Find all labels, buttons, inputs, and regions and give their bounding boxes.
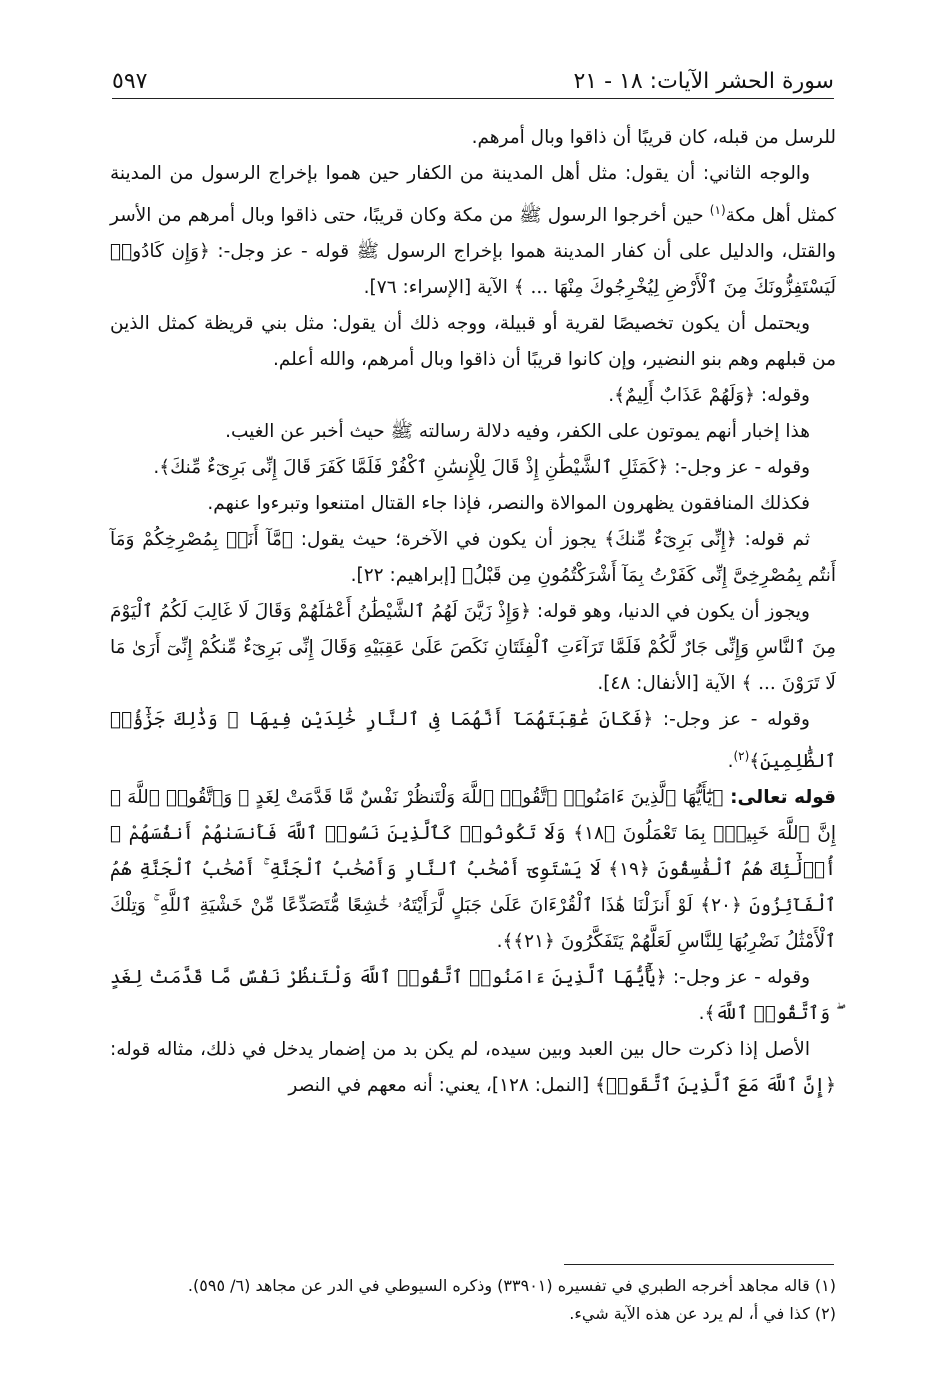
footnotes [110,1272,836,1328]
quran-verse: ﴿إِنِّى بَرِىٓءٌ مِّنكَ﴾ [604,529,737,551]
paragraph: وقوله - عز وجل-: ﴿يَٰٓأَيُّهَا ٱلَّذِينَ ءَامَنُوا۟ ٱتَّقُوا۟ ٱللَّهَ وَلْتَنظُرْ نَفْسٌ مَّا قَدَّمَتْ لِغَدٍ ۖ وَٱتَّقُوا۟ ٱللَّهَ﴾. [110,967,836,1025]
page-number: ٥٩٧ [112,69,148,94]
quran-verse: ﴿إِنَّ ٱللَّهَ مَعَ ٱلَّذِينَ ٱتَّقَوا۟﴾ [595,1075,836,1097]
quran-verse: ﴿فَكَانَ عَٰقِبَتَهُمَآ أَنَّهُمَا فِى ٱلنَّارِ خَٰلِدَيْنِ فِيهَا ۚ وَذَٰلِكَ جَزَٰٓؤُا۟ ٱلظَّٰلِمِينَ﴾ [110,709,836,773]
paragraph: قوله تعالى: ﴿يَٰٓأَيُّهَا ٱلَّذِينَ ءَامَنُوا۟ ٱتَّقُوا۟ ٱللَّهَ وَلْتَنظُرْ نَفْسٌ مَّا قَدَّمَتْ لِغَدٍ ۖ وَٱتَّقُوا۟ ٱللَّهَ ۚ إِنَّ ٱللَّهَ خَبِيرٌۢ بِمَا تَعْمَلُونَ ﴿١٨﴾ وَلَا تَكُونُوا۟ كَٱلَّذِينَ نَسُوا۟ ٱللَّهَ فَأَنسَىٰهُمْ أَنفُسَهُمْ ۚ أُو۟لَٰٓئِكَ هُمُ ٱلْفَٰسِقُونَ ﴿١٩﴾ لَا يَسْتَوِىٓ أَصْحَٰبُ ٱلنَّارِ وَأَصْحَٰبُ ٱلْجَنَّةِ ۚ أَصْحَٰبُ ٱلْجَنَّةِ هُمُ ٱلْفَآئِزُونَ ﴿٢٠﴾ لَوْ أَنزَلْنَا هَٰذَا ٱلْقُرْءَانَ عَلَىٰ جَبَلٍ لَّرَأَيْتَهُۥ خَٰشِعًا مُّتَصَدِّعًا مِّنْ خَشْيَةِ ٱللَّهِ ۚ وَتِلْكَ ٱلْأَمْثَٰلُ نَضْرِبُهَا لِلنَّاسِ لَعَلَّهُمْ يَتَفَكَّرُونَ ﴿٢١﴾﴾. [110,787,836,953]
paragraph: هذا إخبار أنهم يموتون على الكفر، وفيه دلالة رسالته ﷺ حيث أخبر عن الغيب. [225,421,810,443]
page-header [112,62,834,94]
header-rule [112,98,834,99]
paragraph: وقوله: ﴿وَلَهُمْ عَذَابٌ أَلِيمٌ﴾. [608,385,810,407]
footnote: (٢) كذا في أ، لم يرد عن هذه الآية شيء. [569,1304,836,1323]
quran-verse: ﴿يَٰٓأَيُّهَا ٱلَّذِينَ ءَامَنُوا۟ ٱتَّقُوا۟ ٱللَّهَ وَلْتَنظُرْ نَفْسٌ مَّا قَدَّمَتْ لِغَدٍ ۖ وَٱتَّقُوا۟ ٱللَّهَ﴾ [110,967,836,1025]
footnote-separator [564,1264,834,1265]
quran-verse: ﴿وَلَهُمْ عَذَابٌ أَلِيمٌ﴾ [614,385,755,407]
paragraph: للرسل من قبله، كان قريبًا أن ذاقوا وبال أمرهم. [471,127,836,148]
paragraph: الأصل إذا ذكرت حال بين العبد وبين سيده، لم يكن بد من إضمار يدخل في ذلك، مثاله قوله: ﴿إِنَّ ٱللَّهَ مَعَ ٱلَّذِينَ ٱتَّقَوا۟﴾ [النمل: ١٢٨]، يعني: أنه معهم في النصر [110,1039,836,1097]
quran-verse: ﴿وَإِن كَادُوا۟ لَيَسْتَفِزُّونَكَ مِنَ ٱلْأَرْضِ لِيُخْرِجُوكَ مِنْهَا ... ﴾ [110,241,836,299]
paragraph: ويحتمل أن يكون تخصيصًا لقرية أو قبيلة، ووجه ذلك أن يقول: مثل بني قريظة كمثل الذين من قبلهم وهم بنو النضير، وإن كانوا قريبًا أن ذاقوا وبال أمرهم، والله أعلم. [110,313,836,371]
paragraph: ويجوز أن يكون في الدنيا، وهو قوله: ﴿وَإِذْ زَيَّنَ لَهُمُ ٱلشَّيْطَٰنُ أَعْمَٰلَهُمْ وَقَالَ لَا غَالِبَ لَكُمُ ٱلْيَوْمَ مِنَ ٱلنَّاسِ وَإِنِّى جَارٌ لَّكُمْ فَلَمَّا تَرَآءَتِ ٱلْفِئَتَانِ نَكَصَ عَلَىٰ عَقِبَيْهِ وَقَالَ إِنِّى بَرِىٓءٌ مِّنكُمْ إِنِّىٓ أَرَىٰ مَا لَا تَرَوْنَ ... ﴾ الآية [الأنفال: ٤٨]. [110,601,836,695]
quran-verse: ﴿وَإِذْ زَيَّنَ لَهُمُ ٱلشَّيْطَٰنُ أَعْمَٰلَهُمْ وَقَالَ لَا غَالِبَ لَكُمُ ٱلْيَوْمَ مِنَ ٱلنَّاسِ وَإِنِّى جَارٌ لَّكُمْ فَلَمَّا تَرَآءَتِ ٱلْفِئَتَانِ نَكَصَ عَلَىٰ عَقِبَيْهِ وَقَالَ إِنِّى بَرِىٓءٌ مِّنكُمْ إِنِّىٓ أَرَىٰ مَا لَا تَرَوْنَ ... ﴾ [110,601,836,695]
quran-verse: ﴿مَّآ أَنَا۠ بِمُصْرِخِكُمْ وَمَآ أَنتُم بِمُصْرِخِىَّ إِنِّى كَفَرْتُ بِمَآ أَشْرَكْتُمُونِ مِن قَبْلُ﴾ [110,529,836,587]
paragraph: ثم قوله: ﴿إِنِّى بَرِىٓءٌ مِّنكَ﴾ يجوز أن يكون في الآخرة؛ حيث يقول: ﴿مَّآ أَنَا۠ بِمُصْرِخِكُمْ وَمَآ أَنتُم بِمُصْرِخِىَّ إِنِّى كَفَرْتُ بِمَآ أَشْرَكْتُمُونِ مِن قَبْلُ﴾ [إبراهيم: ٢٢]. [110,529,836,587]
main-text [110,120,836,1104]
paragraph: وقوله - عز وجل-: ﴿فَكَانَ عَٰقِبَتَهُمَآ أَنَّهُمَا فِى ٱلنَّارِ خَٰلِدَيْنِ فِيهَا ۚ وَذَٰلِكَ جَزَٰٓؤُا۟ ٱلظَّٰلِمِينَ﴾$^{(٢)}$. [110,709,836,773]
footnote-ref[interactable]: (٢) [733,749,750,764]
paragraph: والوجه الثاني: أن يقول: مثل أهل المدينة من الكفار حين هموا بإخراج الرسول من المدينة كمثل أهل مكة$^{(١)}$ حين أخرجوا الرسول ﷺ من مكة وكان قريبًا، حتى ذاقوا وبال أمرهم من الأسر والقتل، والدليل على أن كفار المدينة هموا بإخراج الرسول ﷺ قوله - عز وجل-: ﴿وَإِن كَادُوا۟ لَيَسْتَفِزُّونَكَ مِنَ ٱلْأَرْضِ لِيُخْرِجُوكَ مِنْهَا ... ﴾ الآية [الإسراء: ٧٦]. [110,163,837,299]
running-title: سورة الحشر الآيات: ١٨ - ٢١ [573,69,834,94]
paragraph: فكذلك المنافقون يظهرون الموالاة والنصر، فإذا جاء القتال امتنعوا وتبرءوا عنهم. [207,493,810,515]
footnote-ref[interactable]: (١) [709,203,726,217]
section-lead: قوله تعالى: [723,787,836,809]
quran-verse: ﴿يَٰٓأَيُّهَا ٱلَّذِينَ ءَامَنُوا۟ ٱتَّقُوا۟ ٱللَّهَ وَلْتَنظُرْ نَفْسٌ مَّا قَدَّمَتْ لِغَدٍ ۖ وَٱتَّقُوا۟ ٱللَّهَ ۚ إِنَّ ٱللَّهَ خَبِيرٌۢ بِمَا تَعْمَلُونَ ﴿١٨﴾ وَلَا تَكُونُوا۟ كَٱلَّذِينَ نَسُوا۟ ٱللَّهَ فَأَنسَىٰهُمْ أَنفُسَهُمْ ۚ أُو۟لَٰٓئِكَ هُمُ ٱلْفَٰسِقُونَ ﴿١٩﴾ لَا يَسْتَوِىٓ أَصْحَٰبُ ٱلنَّارِ وَأَصْحَٰبُ ٱلْجَنَّةِ ۚ أَصْحَٰبُ ٱلْجَنَّةِ هُمُ ٱلْفَآئِزُونَ ﴿٢٠﴾ لَوْ أَنزَلْنَا هَٰذَا ٱلْقُرْءَانَ عَلَىٰ جَبَلٍ لَّرَأَيْتَهُۥ خَٰشِعًا مُّتَصَدِّعًا مِّنْ خَشْيَةِ ٱللَّهِ ۚ وَتِلْكَ ٱلْأَمْثَٰلُ نَضْرِبُهَا لِلنَّاسِ لَعَلَّهُمْ يَتَفَكَّرُونَ ﴿٢١﴾﴾ [110,787,836,953]
quran-verse: ﴿كَمَثَلِ ٱلشَّيْطَٰنِ إِذْ قَالَ لِلْإِنسَٰنِ ٱكْفُرْ فَلَمَّا كَفَرَ قَالَ إِنِّى بَرِىٓءٌ مِّنكَ﴾ [159,457,669,479]
paragraph: وقوله - عز وجل-: ﴿كَمَثَلِ ٱلشَّيْطَٰنِ إِذْ قَالَ لِلْإِنسَٰنِ ٱكْفُرْ فَلَمَّا كَفَرَ قَالَ إِنِّى بَرِىٓءٌ مِّنكَ﴾. [153,457,810,479]
footnote: (١) قاله مجاهد أخرجه الطبري في تفسيره (٣٣٩٠١) وذكره السيوطي في الدر عن مجاهد (٦/ ٥٩٥). [187,1276,836,1295]
